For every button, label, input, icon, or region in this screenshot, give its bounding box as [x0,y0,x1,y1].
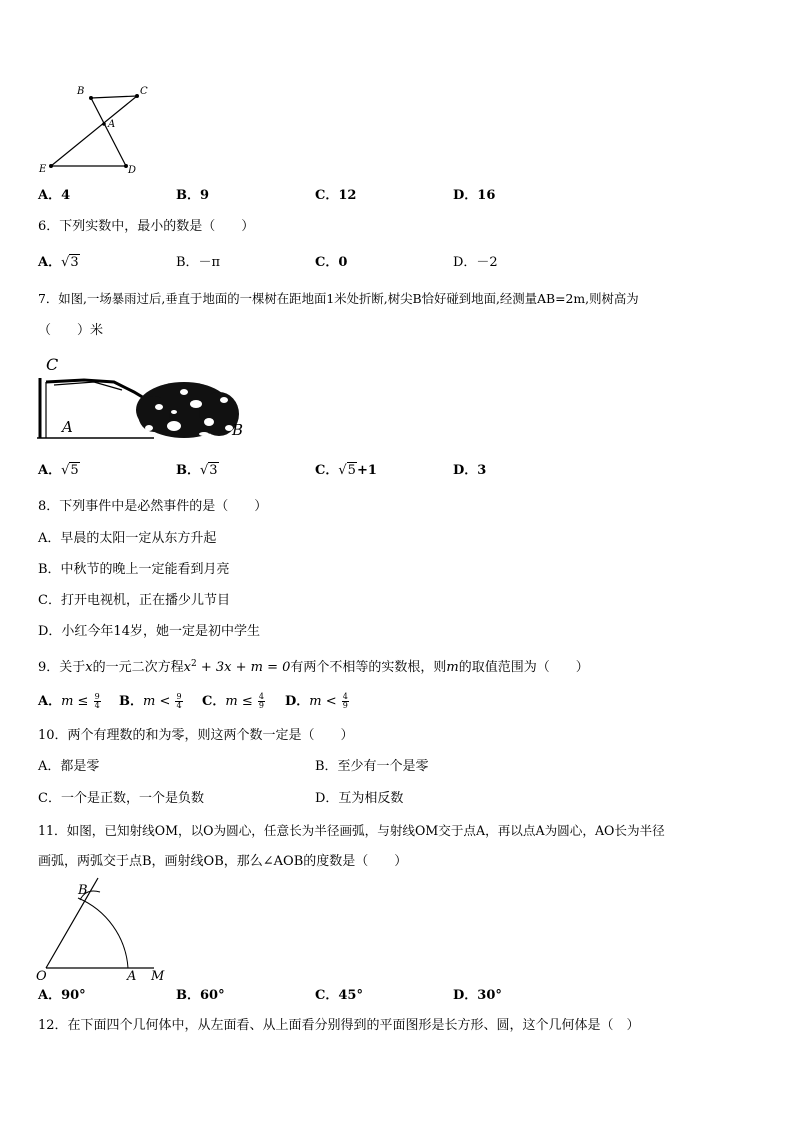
q9-option-d[interactable] [285,693,349,710]
q9-var-m: m [446,660,459,675]
q9-eq-rest: + 3x + m = 0 [196,660,291,675]
tree-canopy [136,382,239,438]
q6-option-d[interactable]: D．－2 [453,255,498,270]
q5-label-b: B [77,86,85,97]
q9-option-c-den: 9 [258,701,264,710]
q11-option-c[interactable]: C．45° [315,988,363,1003]
q9-stem-mid: 的一元二次方程 [92,660,184,675]
q7-label-b: B [232,421,244,439]
q9-option-d-rel: m < [309,694,341,709]
q12-stem: 12．在下面四个几何体中，从左面看、从上面看分别得到的平面图形是长方形、圆，这个几何体是（ ） [38,1018,640,1033]
q10-option-c[interactable]: C．一个是正数，一个是负数 [38,791,204,806]
q11-stem-line1: 11．如图，已知射线OM，以O为圆心，任意长为半径画弧，与射线OM交于点A，再以点A为圆心，AO长为半径 [38,823,665,838]
q11-figure [34,876,170,984]
q9-option-b-rel: m < [143,694,175,709]
q9-option-a-fraction [94,693,101,710]
q9-stem-mid2: 有两个不相等的实数根，则 [290,660,447,675]
q9-stem [38,656,589,676]
q9-option-a-den: 4 [94,701,100,710]
q7-option-a-radicand: 5 [70,463,79,478]
q7-option-a[interactable] [38,463,80,479]
q11-option-d[interactable]: D．30° [453,988,502,1003]
q7-option-c-radicand: 5 [347,463,356,478]
q9-stem-prefix: 9．关于 [38,660,86,675]
q5-label-e: E [39,164,47,175]
q11-label-b: B [78,883,88,898]
q9-option-a-num: 9 [94,692,100,701]
q10-option-a[interactable]: A．都是零 [38,759,100,774]
q7-stem-line1: 7．如图,一场暴雨过后,垂直于地面的一棵树在距地面1米处折断,树尖B恰好碰到地面,经测量AB=2m,则树高为 [38,291,639,306]
q9-option-c[interactable] [202,693,265,710]
q9-stem-suffix: 的取值范围为（ ） [458,660,589,675]
q5-label-a: A [108,119,116,130]
q5-label-c: C [140,86,148,97]
q9-option-b[interactable] [119,693,183,710]
q7-option-b-prefix: B． [176,463,200,478]
q5-option-c[interactable]: C．12 [315,188,357,203]
q9-option-d-den: 9 [342,701,348,710]
q11-label-o: O [36,969,47,984]
q9-eq-base: x [183,660,191,675]
q9-option-c-fraction [258,693,265,710]
q7-option-c-prefix: C． [315,463,339,478]
q5-option-b[interactable]: B．9 [176,188,210,203]
q6-option-a-radicand: 3 [70,255,79,270]
q9-option-c-num: 4 [258,692,264,701]
sqrt-symbol: √5 [338,463,356,478]
q11-option-b[interactable]: B．60° [176,988,225,1003]
q11-option-a[interactable]: A．90° [38,988,86,1003]
q7-option-b[interactable] [176,463,219,479]
q6-option-b[interactable]: B．－π [176,255,221,270]
q5-figure [36,82,156,177]
sqrt-symbol: √3 [200,463,218,478]
q9-option-b-num: 9 [176,692,182,701]
q11-label-a: A [127,969,137,984]
q9-option-a-rel: m ≤ [61,694,93,709]
q7-option-c-suffix: +1 [356,463,377,478]
q7-option-b-radicand: 3 [209,463,218,478]
q5-option-d[interactable]: D．16 [453,188,496,203]
q9-option-b-fraction [175,693,182,710]
sqrt-symbol: √3 [61,255,79,270]
q7-label-a: A [62,418,73,436]
q10-option-d[interactable]: D．互为相反数 [315,791,404,806]
q6-option-c[interactable]: C．0 [315,255,348,270]
q10-option-b[interactable]: B．至少有一个是零 [315,759,429,774]
q7-option-d[interactable]: D．3 [453,463,487,478]
q9-option-b-den: 4 [176,701,182,710]
q7-label-c: C [46,355,59,374]
q9-option-d-num: 4 [342,692,348,701]
q8-option-c[interactable]: C．打开电视机，正在播少儿节目 [38,593,230,608]
q8-stem: 8．下列事件中是必然事件的是（ ） [38,499,268,514]
q9-var-x: x [85,660,93,675]
q7-option-c[interactable] [315,463,377,479]
q8-option-a[interactable]: A．早晨的太阳一定从东方升起 [38,531,217,546]
q7-figure [34,352,254,444]
q10-stem: 10．两个有理数的和为零，则这两个数一定是（ ） [38,728,354,743]
q9-option-d-fraction [342,693,349,710]
q9-option-d-prefix: D． [285,694,310,709]
q8-option-b[interactable]: B．中秋节的晚上一定能看到月亮 [38,562,230,577]
q11-label-m: M [151,969,165,984]
q6-option-a-prefix: A． [38,255,62,270]
q6-stem: 6．下列实数中，最小的数是（ ） [38,219,255,234]
q11-stem-line2: 画弧，两弧交于点B，画射线OB，那么∠AOB的度数是（ ） [38,854,408,869]
q7-stem-line2: （ ）米 [38,323,104,338]
q8-option-d[interactable]: D．小红今年14岁，她一定是初中学生 [38,624,260,639]
q6-option-a[interactable] [38,255,80,271]
q9-option-a-prefix: A． [38,694,62,709]
q9-option-a[interactable] [38,693,101,710]
q9-option-c-prefix: C． [202,694,226,709]
q9-eq-exp: 2 [190,659,197,669]
q9-option-c-rel: m ≤ [225,694,257,709]
q5-label-d: D [128,165,137,176]
q7-option-a-prefix: A． [38,463,62,478]
sqrt-symbol: √5 [61,463,79,478]
q9-option-b-prefix: B． [119,694,143,709]
q5-option-a[interactable]: A．4 [38,188,71,203]
